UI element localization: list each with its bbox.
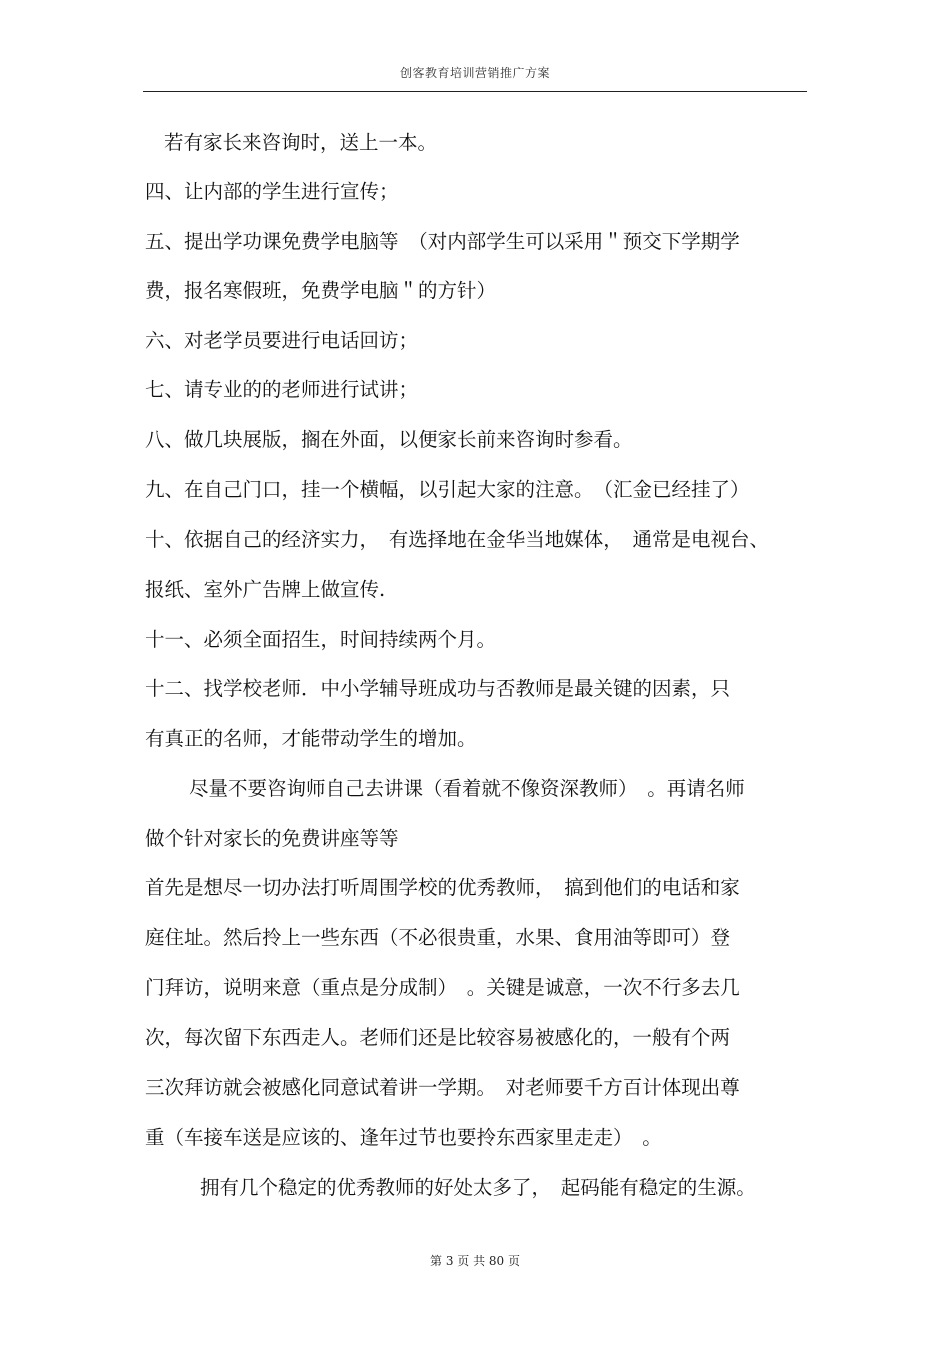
- body-line: 报纸、室外广告牌上做宣传.: [145, 578, 386, 601]
- body-line: 若有家长来咨询时，送上一本。: [164, 131, 438, 154]
- body-line: 九、在自己门口，挂一个横幅，以引起大家的注意。 （汇金已经挂了）: [145, 478, 750, 501]
- body-line: 十二、找学校老师．中小学辅导班成功与否教师是最关键的因素，只: [145, 677, 731, 700]
- body-line: 五、提出学功课免费学电脑等 （对内部学生可以采用＂预交下学期学: [145, 230, 740, 253]
- body-line: 重（车接车送是应该的、逢年过节也要拎东西家里走走） 。: [145, 1126, 662, 1149]
- page-number-footer: 第 3 页 共 80 页: [430, 1254, 520, 1268]
- body-line: 十、依据自己的经济实力， 有选择地在金华当地媒体， 通常是电视台、: [145, 528, 770, 551]
- body-line: 门拜访，说明来意（重点是分成制） 。关键是诚意，一次不行多去几: [145, 976, 740, 999]
- body-line: 拥有几个稳定的优秀教师的好处太多了， 起码能有稳定的生源。: [200, 1176, 756, 1199]
- body-line: 有真正的名师，才能带动学生的增加。: [145, 727, 477, 750]
- body-line: 三次拜访就会被感化同意试着讲一学期。 对老师要千方百计体现出尊: [145, 1076, 740, 1099]
- body-line: 四、让内部的学生进行宣传；: [145, 180, 399, 203]
- body-line: 次，每次留下东西走人。老师们还是比较容易被感化的，一般有个两: [145, 1026, 731, 1049]
- body-line: 尽量不要咨询师自己去讲课（看着就不像资深教师） 。再请名师: [189, 777, 745, 800]
- body-line: 七、请专业的的老师进行试讲；: [145, 378, 419, 401]
- body-line: 六、对老学员要进行电话回访；: [145, 329, 419, 352]
- running-header-title: 创客教育培训营销推广方案: [399, 66, 550, 80]
- body-line: 首先是想尽一切办法打听周围学校的优秀教师， 搞到他们的电话和家: [145, 876, 740, 899]
- body-line: 庭住址。然后拎上一些东西（不必很贵重，水果、食用油等即可）登: [145, 926, 731, 949]
- body-line: 费，报名寒假班，免费学电脑＂的方针）: [145, 279, 497, 302]
- body-line: 八、做几块展版，搁在外面，以便家长前来咨询时参看。: [145, 428, 633, 451]
- body-line: 十一、必须全面招生，时间持续两个月。: [145, 628, 497, 651]
- body-line: 做个针对家长的免费讲座等等: [145, 827, 399, 850]
- header-divider: [143, 91, 807, 92]
